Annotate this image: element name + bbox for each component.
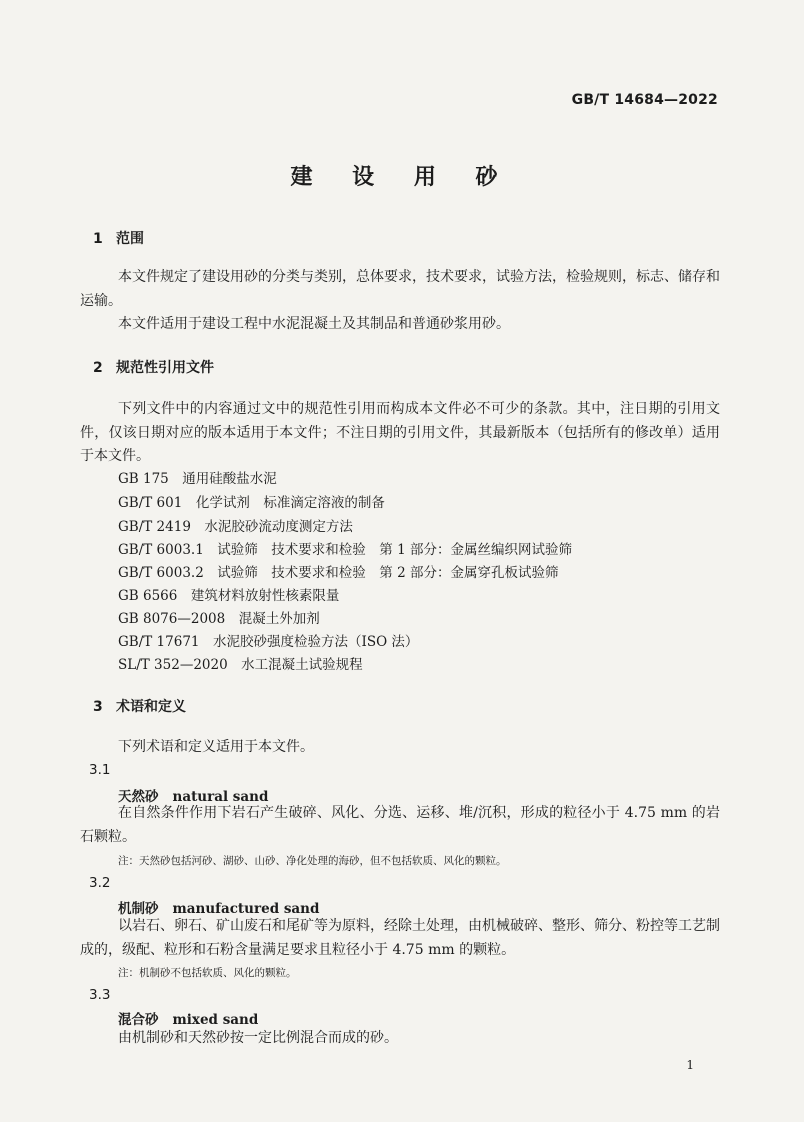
section-number: 3 xyxy=(93,699,103,715)
reference-item: SL/T 352—2020 水工混凝土试验规程 xyxy=(118,657,363,673)
page-number: 1 xyxy=(686,1058,694,1072)
paragraph: 下列文件中的内容通过文中的规范性引用而构成本文件必不可少的条款。其中，注日期的引用文件，仅该日期对应的版本适用于本文件；不注日期的引用文件，其最新版本（包括所有的修改单）适用于本文件。 xyxy=(80,401,720,464)
term-name-cn: 天然砂 xyxy=(118,789,159,805)
term-name-en: mixed sand xyxy=(172,1012,259,1028)
term-name-cn: 机制砂 xyxy=(118,901,159,917)
term-definition: 在自然条件作用下岩石产生破碎、风化、分选、运移、堆/沉积，形成的粒径小于 4.75 mm 的岩石颗粒。 xyxy=(80,805,720,845)
term-name-en: manufactured sand xyxy=(172,901,320,917)
paragraph: 本文件规定了建设用砂的分类与类别，总体要求，技术要求，试验方法，检验规则，标志、储存和运输。 xyxy=(80,269,720,309)
term-definition: 以岩石、卵石、矿山废石和尾矿等为原料，经除土处理，由机械破碎、整形、筛分、粉控等工艺制成的，级配、粒形和石粉含量满足要求且粒径小于 4.75 mm 的颗粒。 xyxy=(80,918,720,958)
term-note: 注：机制砂不包括软质、风化的颗粒。 xyxy=(118,967,297,979)
term-number: 3.3 xyxy=(89,987,111,1003)
section-2-heading xyxy=(93,357,214,377)
reference-item: GB/T 17671 水泥胶砂强度检验方法（ISO 法） xyxy=(118,634,419,650)
term-name-cn: 混合砂 xyxy=(118,1012,159,1028)
term-name xyxy=(118,1008,258,1028)
section-title: 术语和定义 xyxy=(116,699,186,715)
reference-item: GB 6566 建筑材料放射性核素限量 xyxy=(118,588,340,604)
term-number: 3.1 xyxy=(89,762,111,778)
reference-item: GB/T 601 化学试剂 标准滴定溶液的制备 xyxy=(118,495,385,511)
section-number: 1 xyxy=(93,231,103,247)
section-title: 范围 xyxy=(116,231,144,247)
section-1-heading xyxy=(93,228,144,248)
document-title: 建 设 用 砂 xyxy=(290,165,514,190)
section-3-heading xyxy=(93,696,186,716)
reference-item: GB 175 通用硅酸盐水泥 xyxy=(118,471,277,487)
term-number: 3.2 xyxy=(89,875,111,891)
reference-item: GB/T 6003.1 试验筛 技术要求和检验 第 1 部分：金属丝编织网试验筛 xyxy=(118,542,572,558)
term-note: 注：天然砂包括河砂、湖砂、山砂、净化处理的海砂，但不包括软质、风化的颗粒。 xyxy=(118,855,507,867)
section-title: 规范性引用文件 xyxy=(116,360,214,376)
standard-number: GB/T 14684—2022 xyxy=(571,92,718,108)
paragraph: 本文件适用于建设工程中水泥混凝土及其制品和普通砂浆用砂。 xyxy=(118,316,510,332)
paragraph: 下列术语和定义适用于本文件。 xyxy=(118,739,314,755)
reference-item: GB/T 2419 水泥胶砂流动度测定方法 xyxy=(118,519,353,535)
term-definition: 由机制砂和天然砂按一定比例混合而成的砂。 xyxy=(118,1030,398,1046)
section-number: 2 xyxy=(93,360,103,376)
reference-item: GB/T 6003.2 试验筛 技术要求和检验 第 2 部分：金属穿孔板试验筛 xyxy=(118,565,559,581)
reference-item: GB 8076—2008 混凝土外加剂 xyxy=(118,611,320,627)
term-name-en: natural sand xyxy=(172,789,269,805)
term-name xyxy=(118,897,319,917)
